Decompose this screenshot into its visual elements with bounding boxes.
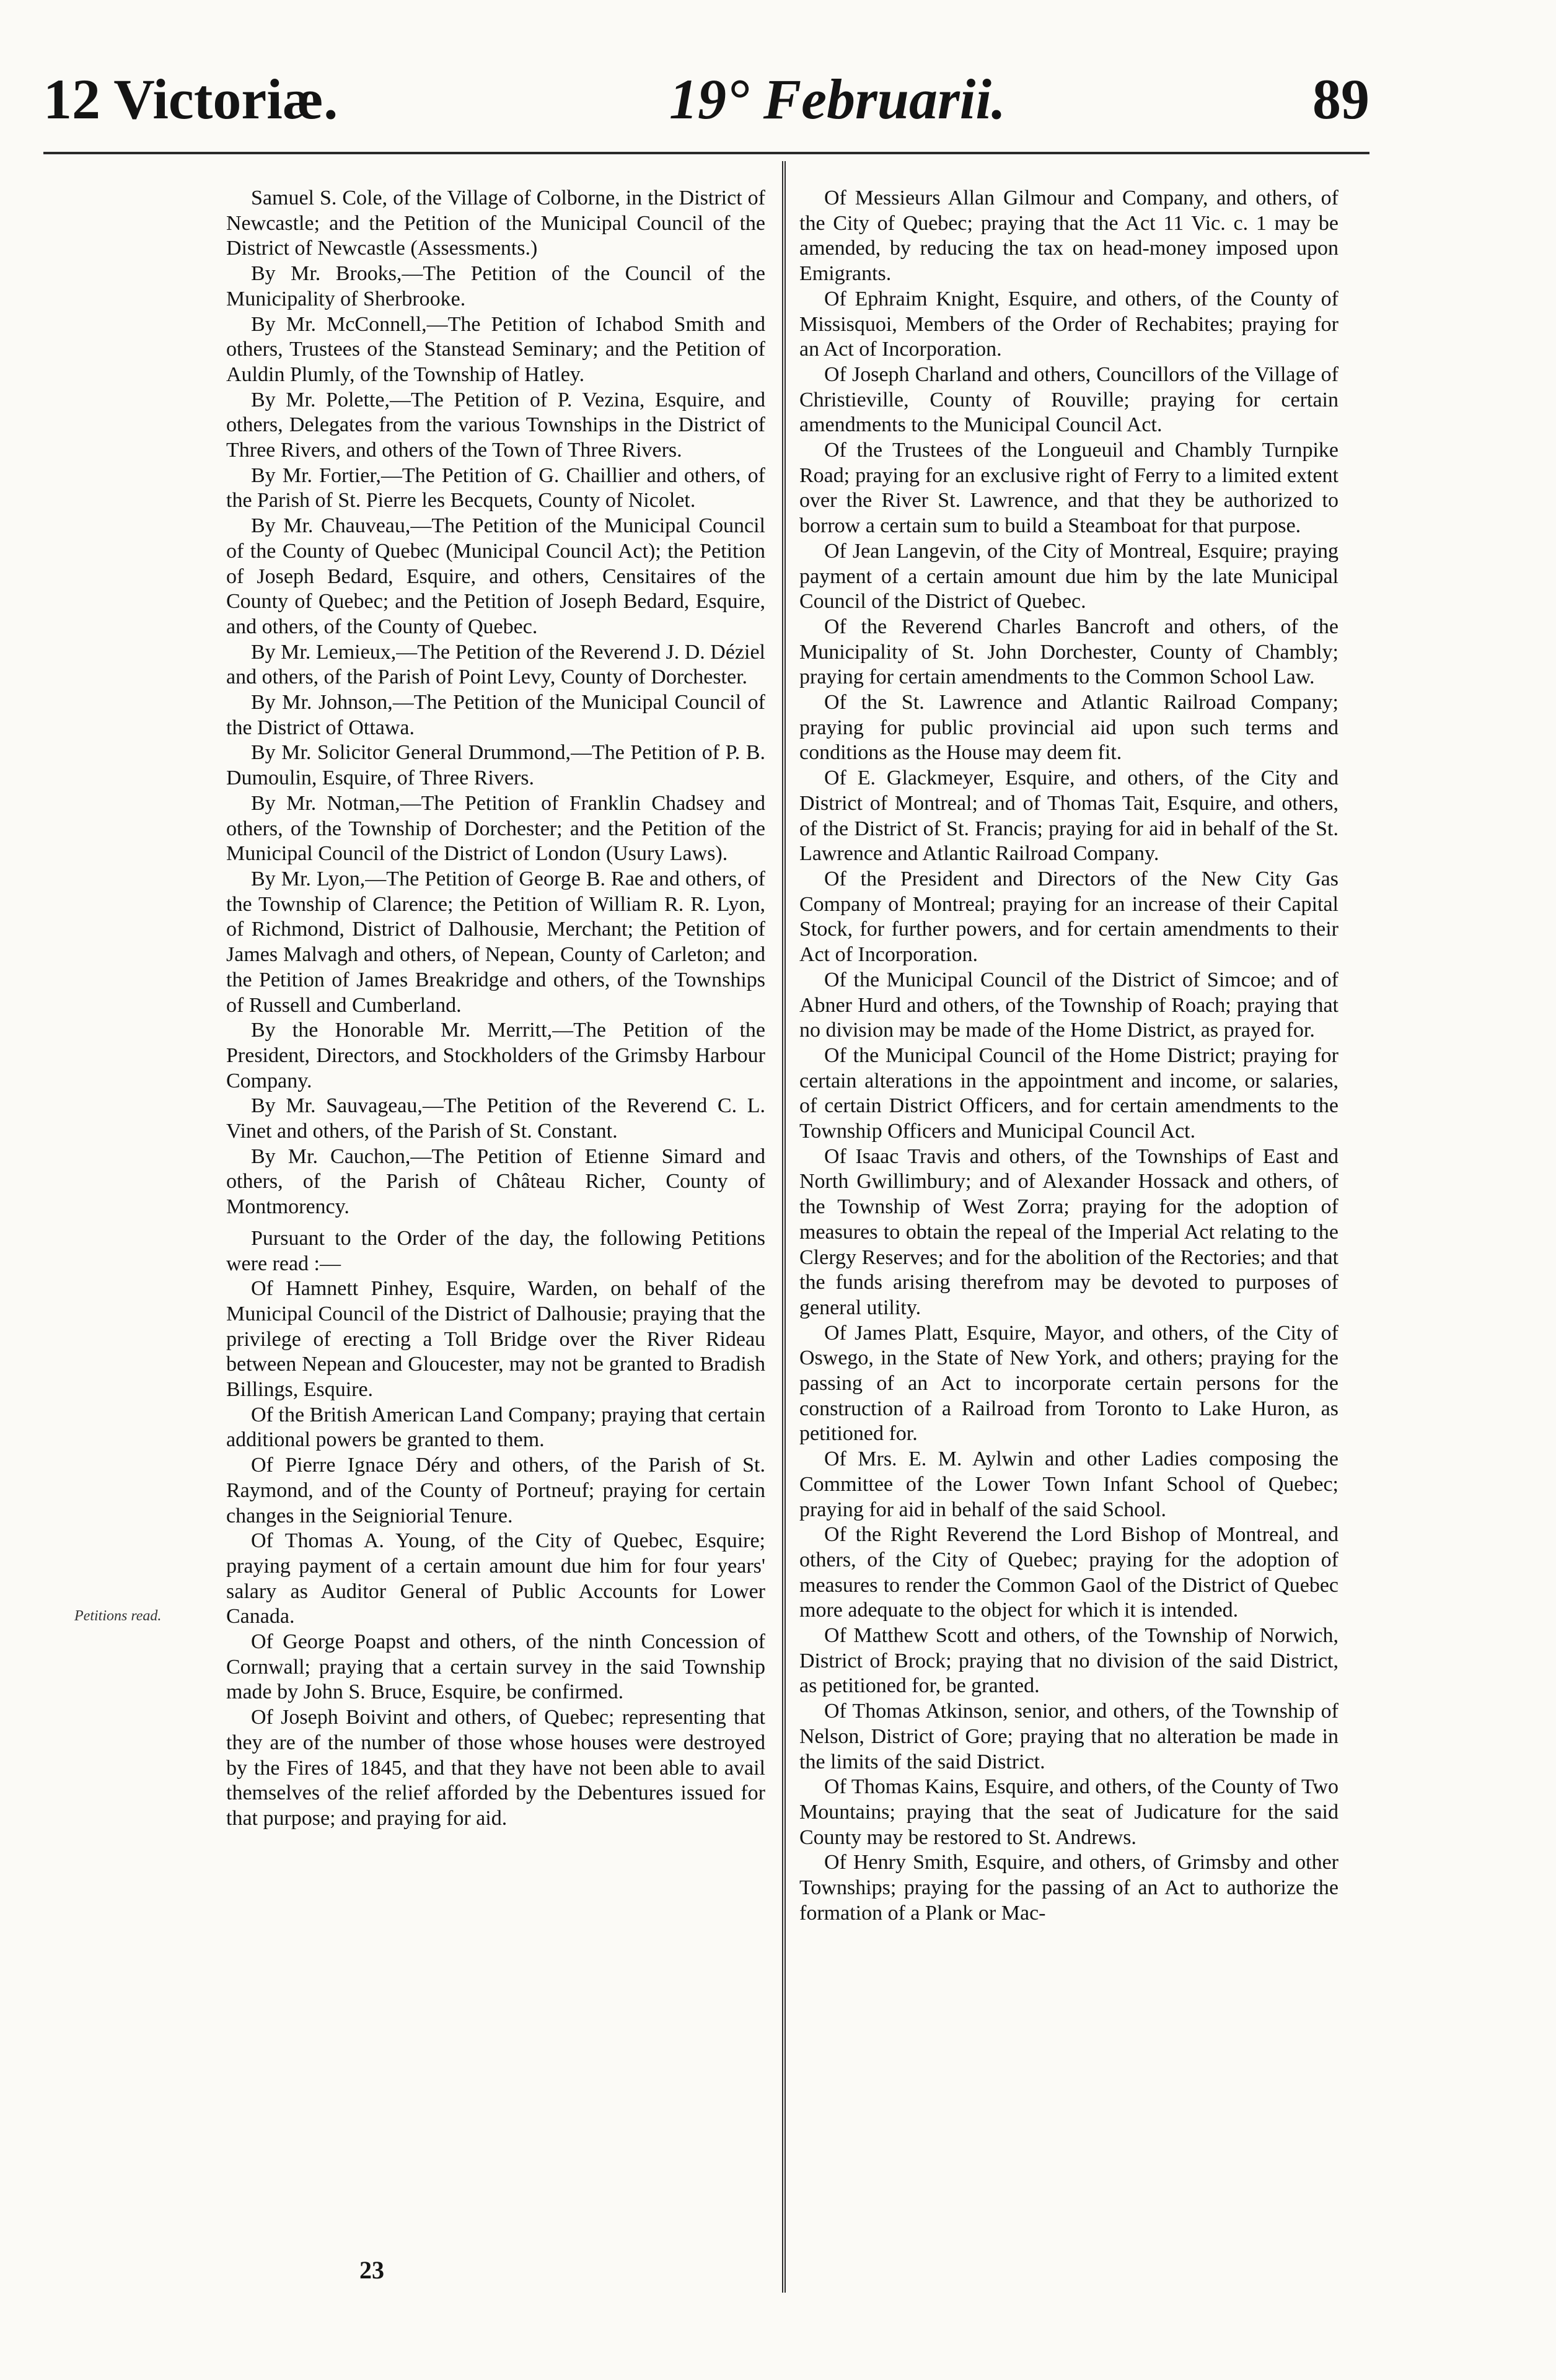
paragraph: Of Thomas Atkinson, senior, and others, of the Township of Nelson, District of Gore; praying that no alteration be made in the limits of the said District. — [799, 1700, 1338, 1773]
paragraph: By Mr. Lemieux,—The Petition of the Reverend J. D. Déziel and others, of the Parish of Point Levy, County of Dorchester. — [226, 640, 765, 689]
paragraph: Of Pierre Ignace Déry and others, of the Parish of St. Raymond, and of the County of Portneuf; praying for certain changes in the Seigniorial Tenure. — [226, 1454, 765, 1527]
paragraph: By Mr. Brooks,—The Petition of the Council of the Municipality of Sherbrooke. — [226, 262, 765, 310]
header-date: 19° Februarii. — [669, 68, 1006, 131]
right-column — [799, 186, 1338, 2317]
paragraph: Of Thomas A. Young, of the City of Quebec, Esquire; praying payment of a certain amount due him for four years' salary as Auditor General of Public Accounts for Lower Canada. — [226, 1529, 765, 1628]
paragraph: Of Isaac Travis and others, of the Townships of East and North Gwillimbury; and of Alexander Hossack and others, of the Township of West Zorra; praying for the adoption of measures to obtain the repeal of the Imperial Act relating to the Clergy Reserves; and for the abolition of the Rectories; and that the funds arising therefrom may be devoted to purposes of general utility. — [799, 1144, 1338, 1319]
paragraph: Of the Reverend Charles Bancroft and others, of the Municipality of St. John Dorchester, County of Chambly; praying for certain amendments to the Common School Law. — [799, 615, 1338, 689]
paragraph: Of the St. Lawrence and Atlantic Railroad Company; praying for public provincial aid upon such terms and conditions as the House may deem fit. — [799, 691, 1338, 765]
printer-signature: 23 — [359, 2256, 384, 2284]
paragraph: Of Hamnett Pinhey, Esquire, Warden, on behalf of the Municipal Council of the District of Dalhousie; praying that the privilege of erecting a Toll Bridge over the River Rideau between Nepean and Gloucester, may not be granted to Bradish Billings, Esquire. — [226, 1277, 765, 1402]
left-column — [226, 186, 765, 2317]
paragraph: Of Joseph Charland and others, Councillors of the Village of Christieville, County of Rouville; praying for certain amendments to the Municipal Council Act. — [799, 362, 1338, 437]
paragraph: Of Joseph Boivint and others, of Quebec; representing that they are of the number of those whose houses were destroyed by the Fires of 1845, and that they have not been able to avail themselves of the relief afforded by the Debentures issued for that purpose; and praying for aid. — [226, 1706, 765, 1830]
page-header — [43, 59, 1369, 139]
paragraph: Of the Right Reverend the Lord Bishop of Montreal, and others, of the City of Quebec; praying for the adoption of measures to render the Common Gaol of the District of Quebec more adequate to the object for which it is intended. — [799, 1523, 1338, 1622]
paragraph: Of Mrs. E. M. Aylwin and other Ladies composing the Committee of the Lower Town Infant School of Quebec; praying for aid in behalf of the said School. — [799, 1447, 1338, 1521]
paragraph: Pursuant to the Order of the day, the following Petitions were read :— — [226, 1226, 765, 1275]
paragraph: By Mr. Cauchon,—The Petition of Etienne Simard and others, of the Parish of Château Richer, County of Montmorency. — [226, 1144, 765, 1219]
paragraph: Of the President and Directors of the New City Gas Company of Montreal; praying for an increase of their Capital Stock, for further powers, and for certain amendments to their Act of Incorporation. — [799, 867, 1338, 967]
paragraph: Of Henry Smith, Esquire, and others, of Grimsby and other Townships; praying for the passing of an Act to authorize the formation of a Plank or Mac- — [799, 1851, 1338, 1925]
paragraph: Of Thomas Kains, Esquire, and others, of the County of Two Mountains; praying that the seat of Judicature for the said County may be restored to St. Andrews. — [799, 1775, 1338, 1849]
paragraph: By Mr. Polette,—The Petition of P. Vezina, Esquire, and others, Delegates from the various Townships in the District of Three Rivers, and others of the Town of Three Rivers. — [226, 388, 765, 462]
paragraph: Of Ephraim Knight, Esquire, and others, of the County of Missisquoi, Members of the Order of Rechabites; praying for an Act of Incorporation. — [799, 287, 1338, 361]
column-divider — [782, 161, 786, 2293]
paragraph: By Mr. Chauveau,—The Petition of the Municipal Council of the County of Quebec (Municipal Council Act); the Petition of Joseph Bedard, Esquire, and others, Censitaires of the County of Quebec; and the Petition of Joseph Bedard, Esquire, and others, of the County of Quebec. — [226, 514, 765, 638]
paragraph: By Mr. Lyon,—The Petition of George B. Rae and others, of the Township of Clarence; the Petition of William R. R. Lyon, of Richmond, District of Dalhousie, Merchant; the Petition of James Malvagh and others, of Nepean, County of Carleton; and the Petition of James Breakridge and others, of the Townships of Russell and Cumberland. — [226, 867, 765, 1017]
paragraph: Of Messieurs Allan Gilmour and Company, and others, of the City of Quebec; praying that the Act 11 Vic. c. 1 may be amended, by reducing the tax on head-money imposed upon Emigrants. — [799, 187, 1338, 286]
paragraph: Of the Municipal Council of the District of Simcoe; and of Abner Hurd and others, of the Township of Roach; praying that no division may be made of the Home District, as prayed for. — [799, 968, 1338, 1042]
paragraph: By Mr. Solicitor General Drummond,—The Petition of P. B. Dumoulin, Esquire, of Three Rivers. — [226, 741, 765, 790]
paragraph: By Mr. Fortier,—The Petition of G. Chaillier and others, of the Parish of St. Pierre les Becquets, County of Nicolet. — [226, 463, 765, 512]
paragraph: Of Jean Langevin, of the City of Montreal, Esquire; praying payment of a certain amount due him by the late Municipal Council of the District of Quebec. — [799, 539, 1338, 613]
header-regnal-year: 12 Victoriæ. — [43, 68, 338, 131]
paragraph: Of the British American Land Company; praying that certain additional powers be granted to them. — [226, 1403, 765, 1452]
paragraph: By Mr. McConnell,—The Petition of Ichabod Smith and others, Trustees of the Stanstead Seminary; and the Petition of Auldin Plumly, of the Township of Hatley. — [226, 312, 765, 386]
paragraph: Of George Poapst and others, of the ninth Concession of Cornwall; praying that a certain survey in the said Township made by John S. Bruce, Esquire, be confirmed. — [226, 1630, 765, 1704]
paragraph: Of the Municipal Council of the Home District; praying for certain alterations in the appointment and income, or salaries, of certain District Officers, and for certain amendments to the Township Officers and Municipal Council Act. — [799, 1043, 1338, 1143]
paragraph: Of Matthew Scott and others, of the Township of Norwich, District of Brock; praying that no division of the said District, as petitioned for, be granted. — [799, 1624, 1338, 1698]
paragraph: By Mr. Sauvageau,—The Petition of the Reverend C. L. Vinet and others, of the Parish of St. Constant. — [226, 1094, 765, 1143]
margin-note: Petitions read. — [74, 1608, 162, 1624]
paragraph: Of James Platt, Esquire, Mayor, and others, of the City of Oswego, in the State of New York, and others; praying for the passing of an Act to incorporate certain persons for the construction of a Railroad from Toronto to Lake Huron, as petitioned for. — [799, 1321, 1338, 1446]
paragraph: By Mr. Johnson,—The Petition of the Municipal Council of the District of Ottawa. — [226, 691, 765, 739]
page-number: 89 — [1312, 68, 1369, 131]
header-divider — [43, 152, 1369, 154]
paragraph: Samuel S. Cole, of the Village of Colborne, in the District of Newcastle; and the Petition of the Municipal Council of the District of Newcastle (Assessments.) — [226, 187, 765, 260]
paragraph: By Mr. Notman,—The Petition of Franklin Chadsey and others, of the Township of Dorchester; and the Petition of the Municipal Council of the District of London (Usury Laws). — [226, 791, 765, 866]
paragraph: Of E. Glackmeyer, Esquire, and others, of the City and District of Montreal; and of Thomas Tait, Esquire, and others, of the District of St. Francis; praying for aid in behalf of the St. Lawrence and Atlantic Railroad Company. — [799, 766, 1338, 866]
paragraph: By the Honorable Mr. Merritt,—The Petition of the President, Directors, and Stockholders of the Grimsby Harbour Company. — [226, 1019, 765, 1092]
paragraph: Of the Trustees of the Longueuil and Chambly Turnpike Road; praying for an exclusive right of Ferry to a limited extent over the River St. Lawrence, and that they be authorized to borrow a certain sum to build a Steamboat for that purpose. — [799, 439, 1338, 538]
